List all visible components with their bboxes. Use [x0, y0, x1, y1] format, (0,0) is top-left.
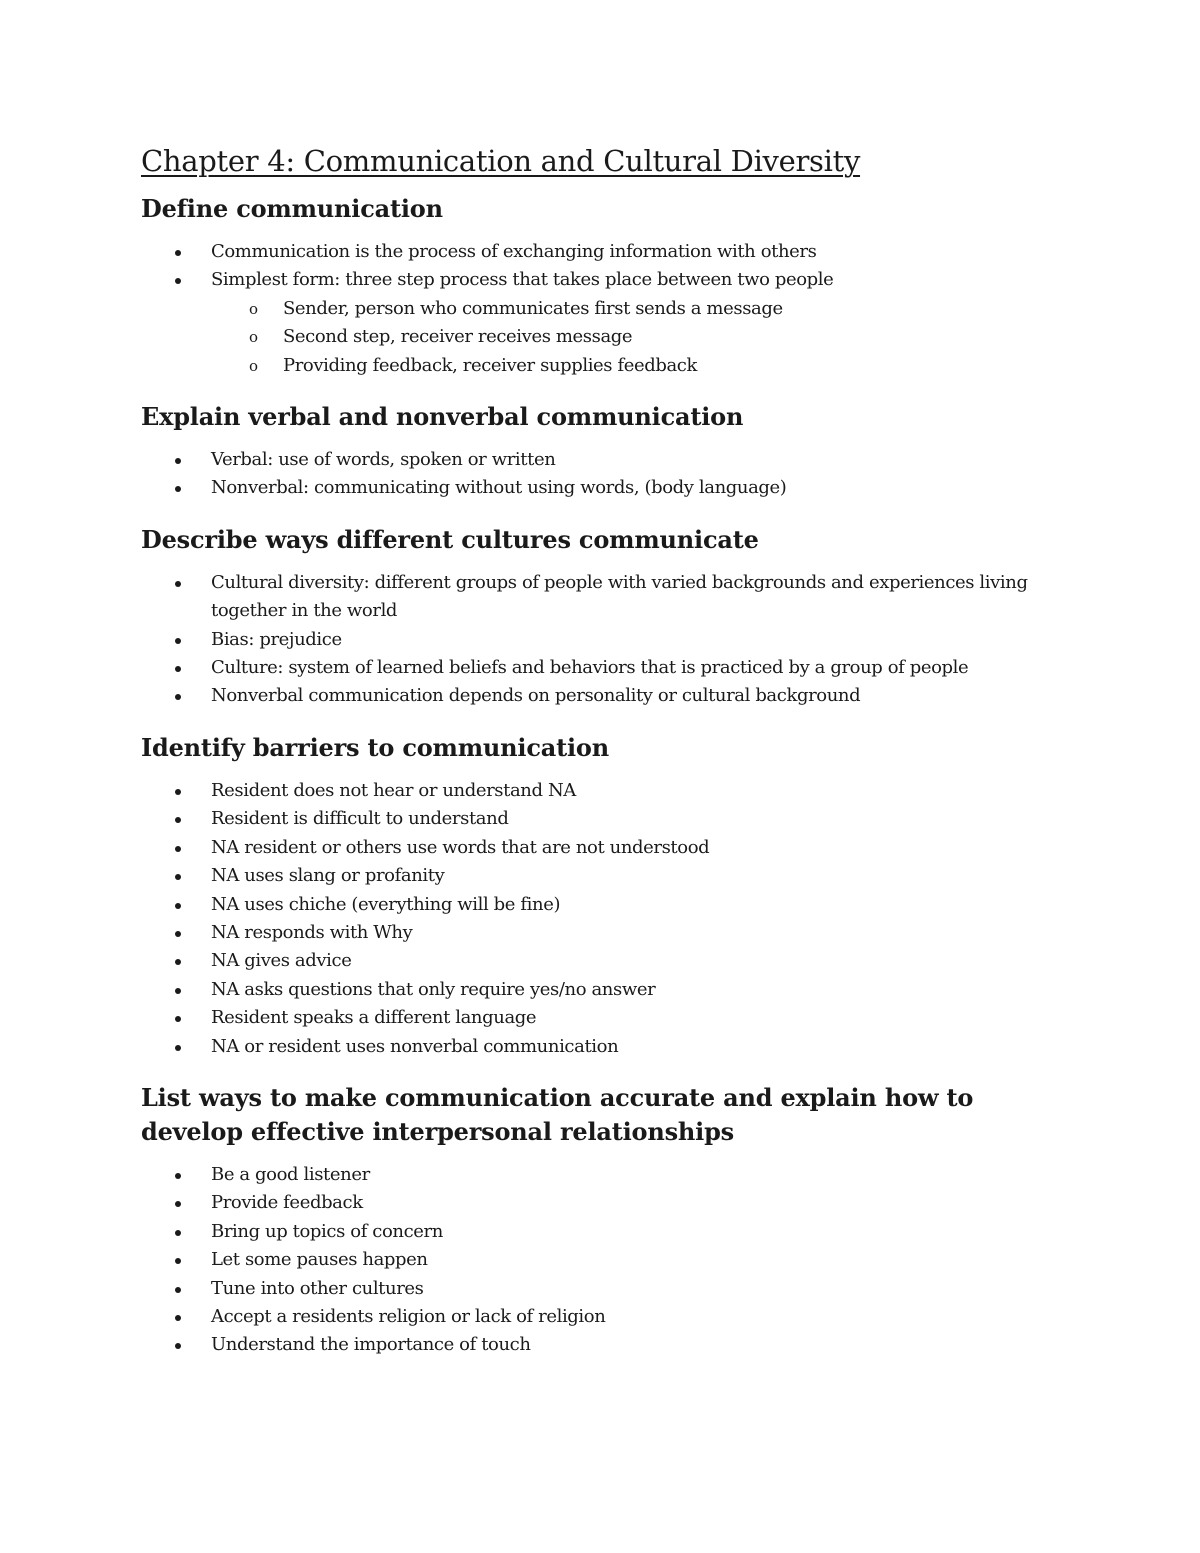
bullet-icon [175, 486, 181, 492]
list-item-text: Verbal: use of words, spoken or written [211, 449, 556, 471]
list-item-text: Provide feedback [211, 1192, 363, 1214]
sub-list-item-text: Providing feedback, receiver supplies feedback [283, 354, 697, 376]
list-item-text: Cultural diversity: different groups of people with varied backgrounds and experiences living together in the world [211, 571, 1028, 622]
document-page [141, 140, 1061, 1380]
bullet-icon [175, 1315, 181, 1321]
list-item-text: Bias: prejudice [211, 628, 342, 650]
sub-list-item [141, 295, 1061, 323]
list-item-text: Communication is the process of exchanging information with others [211, 241, 817, 262]
bullet-icon [175, 988, 181, 994]
list-item-text: Nonverbal: communicating without using words, (body language) [211, 477, 787, 499]
list-item [141, 626, 1061, 654]
bullet-icon [175, 1258, 181, 1264]
list-item-text: Resident does not hear or understand NA [211, 779, 576, 801]
list-item [141, 947, 1061, 975]
list-item [141, 682, 1061, 710]
bullet-icon [175, 1287, 181, 1293]
bullet-list-cultures [141, 569, 1061, 711]
list-item [141, 474, 1061, 502]
list-item-text: NA uses slang or profanity [211, 865, 445, 887]
list-item-text: Bring up topics of concern [211, 1220, 443, 1242]
sub-bullet-icon: o [249, 299, 258, 318]
list-item-text: Accept a residents religion or lack of religion [211, 1305, 606, 1327]
list-item [141, 891, 1061, 919]
bullet-list-verbal-nonverbal [141, 446, 1061, 503]
list-item [141, 654, 1061, 682]
bullet-list-accurate-communication [141, 1161, 1061, 1360]
list-item-text: Culture: system of learned beliefs and behaviors that is practiced by a group of people [211, 657, 969, 679]
list-item [141, 919, 1061, 947]
list-item-text: NA uses chiche (everything will be fine) [211, 893, 561, 915]
bullet-icon [175, 250, 181, 256]
page-title: Chapter 4: Communication and Cultural Diversity [141, 144, 861, 178]
sub-list-item-text: Sender, person who communicates first sends a message [283, 297, 783, 319]
sub-list-item [141, 323, 1061, 351]
bullet-icon [175, 874, 181, 880]
sub-list [211, 295, 1061, 380]
list-item-text: NA resident or others use words that are not understood [211, 836, 710, 858]
bullet-icon [175, 1016, 181, 1022]
list-item-text: Resident is difficult to understand [211, 808, 509, 830]
bullet-list-barriers [141, 777, 1061, 1061]
sub-list-item-text: Second step, receiver receives message [283, 326, 633, 348]
list-item-text: NA gives advice [211, 950, 352, 972]
bullet-icon [175, 789, 181, 795]
list-item [141, 976, 1061, 1004]
bullet-icon [175, 1173, 181, 1179]
list-item [141, 1189, 1061, 1217]
list-item [141, 805, 1061, 833]
list-item [141, 238, 1061, 266]
bullet-icon [175, 959, 181, 965]
list-item-text: Be a good listener [211, 1163, 370, 1185]
list-item [141, 1033, 1061, 1061]
list-item-text: Understand the importance of touch [211, 1334, 531, 1356]
list-item [141, 1275, 1061, 1303]
list-item-text: NA responds with Why [211, 921, 413, 943]
list-item-text: Let some pauses happen [211, 1249, 428, 1271]
bullet-icon [175, 1201, 181, 1207]
section-heading-cultures: Describe ways different cultures communicate [141, 524, 759, 554]
list-item [141, 777, 1061, 805]
section-heading-barriers: Identify barriers to communication [141, 732, 609, 762]
bullet-list-define-communication [141, 238, 1061, 380]
sub-bullet-icon: o [249, 328, 258, 347]
list-item-text: NA asks questions that only require yes/no answer [211, 978, 656, 1000]
list-item-text: Simplest form: three step process that takes place between two people [211, 269, 834, 291]
list-item-text: NA or resident uses nonverbal communication [211, 1035, 619, 1057]
bullet-icon [175, 694, 181, 700]
sub-bullet-icon: o [249, 356, 258, 375]
bullet-icon [175, 278, 181, 284]
list-item [141, 834, 1061, 862]
list-item [141, 266, 1061, 380]
list-item [141, 1303, 1061, 1331]
bullet-icon [175, 817, 181, 823]
bullet-icon [175, 846, 181, 852]
bullet-icon [175, 1230, 181, 1236]
list-item [141, 1218, 1061, 1246]
sub-list-item [141, 352, 1061, 380]
list-item [141, 1004, 1061, 1032]
list-item-text: Tune into other cultures [211, 1277, 424, 1299]
list-item [141, 1161, 1061, 1189]
list-item [141, 862, 1061, 890]
list-item [141, 569, 1061, 626]
bullet-icon [175, 931, 181, 937]
list-item [141, 446, 1061, 474]
section-heading-define-communication: Define communication [141, 194, 443, 223]
bullet-icon [175, 638, 181, 644]
list-item-text: Resident speaks a different language [211, 1007, 537, 1029]
list-item-text: Nonverbal communication depends on personality or cultural background [211, 685, 861, 707]
section-heading-verbal-nonverbal: Explain verbal and nonverbal communication [141, 402, 744, 432]
bullet-icon [175, 903, 181, 909]
bullet-icon [175, 666, 181, 672]
bullet-icon [175, 581, 181, 587]
list-item [141, 1246, 1061, 1274]
section-heading-accurate-communication: List ways to make communication accurate and explain how to develop effective interpersonal relationships [141, 1082, 974, 1146]
list-item [141, 1331, 1061, 1359]
bullet-icon [175, 458, 181, 464]
bullet-icon [175, 1343, 181, 1349]
bullet-icon [175, 1045, 181, 1051]
